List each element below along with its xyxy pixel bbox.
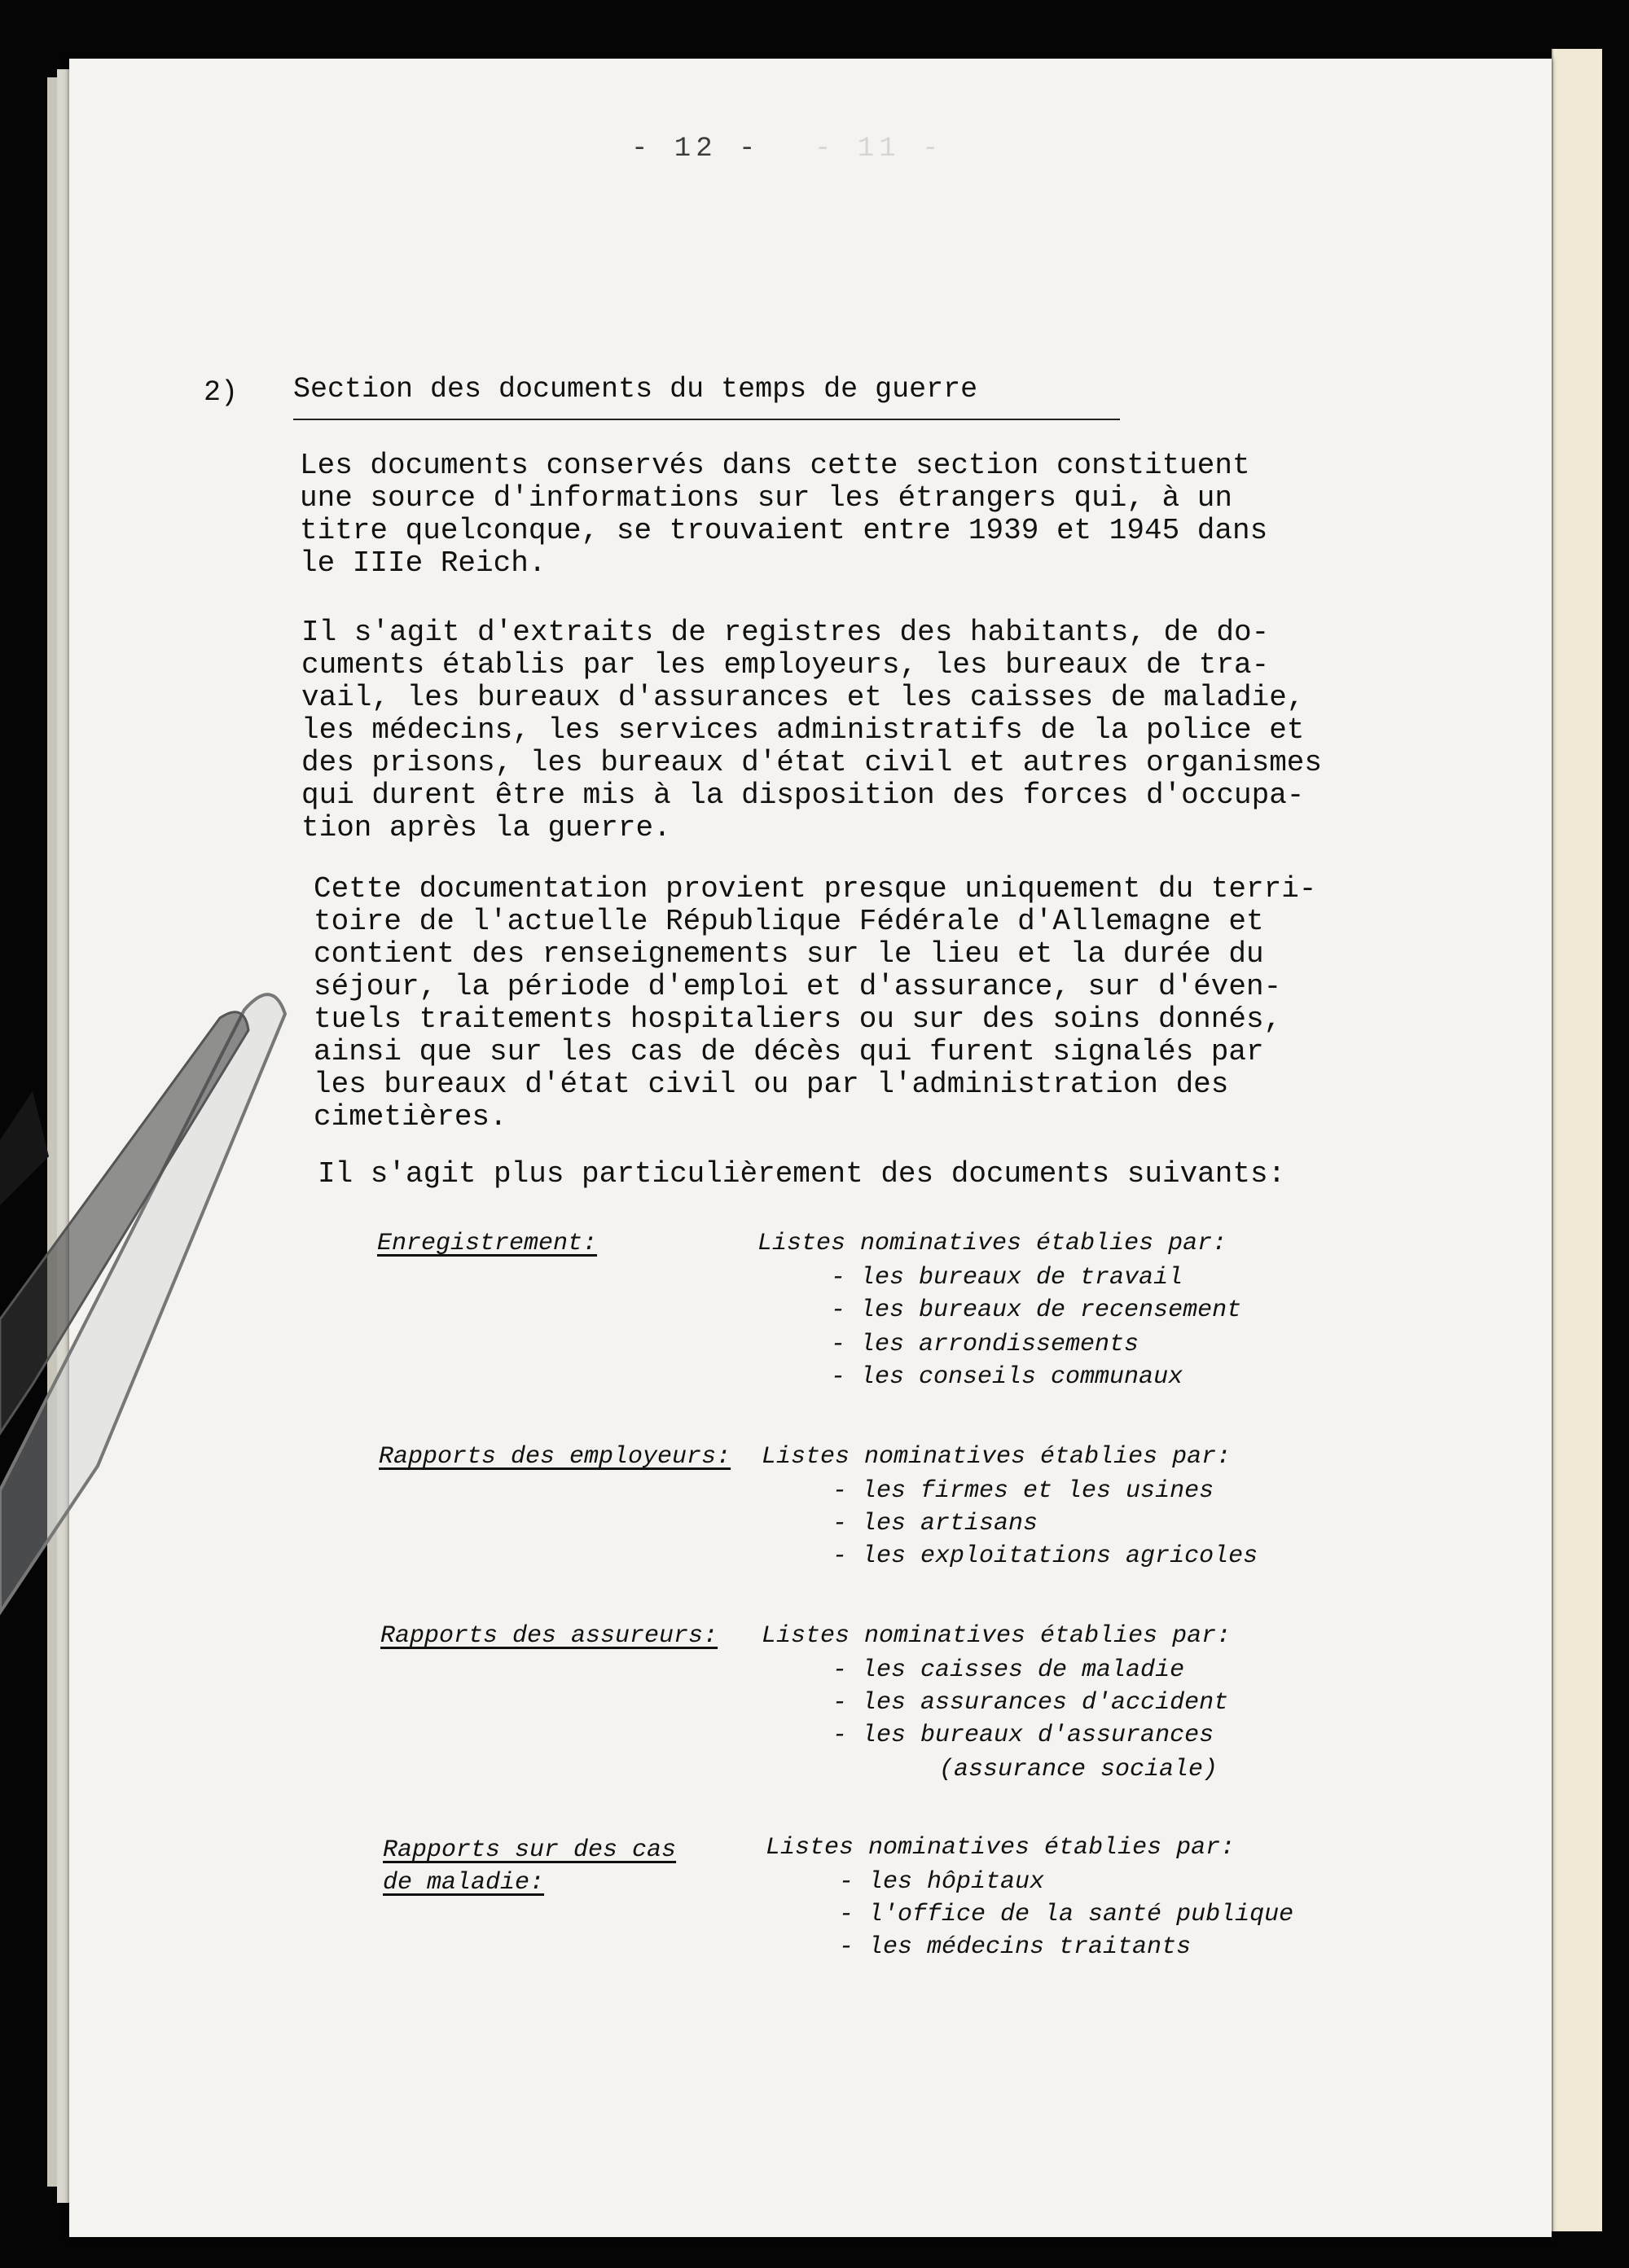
paragraph-line: vail, les bureaux d'assurances et les caisses de maladie, xyxy=(301,681,1305,714)
paragraph-line: Les documents conservés dans cette section constituent xyxy=(300,449,1250,482)
group-heading: Listes nominatives établies par: xyxy=(757,1230,1227,1257)
list-item: - les bureaux de recensement xyxy=(831,1296,1242,1324)
group-label-assureurs: Rapports des assureurs: xyxy=(380,1622,718,1650)
group-label-line: Rapports sur des cas xyxy=(383,1836,677,1864)
list-item: (assurance sociale) xyxy=(939,1756,1218,1783)
group-label-maladie xyxy=(383,1834,676,1899)
list-item: - les exploitations agricoles xyxy=(832,1542,1258,1570)
list-item: - les caisses de maladie xyxy=(832,1656,1185,1684)
paragraph-4 xyxy=(318,1158,1458,1191)
ghost-page-number: - 11 - xyxy=(814,134,944,165)
paragraph-line: Il s'agit d'extraits de registres des habitants, de do- xyxy=(301,616,1270,649)
paragraph-line: contient des renseignements sur le lieu et la durée du xyxy=(314,937,1264,971)
group-label-enregistrement: Enregistrement: xyxy=(377,1230,598,1257)
paragraph-line: une source d'informations sur les étrangers qui, à un xyxy=(300,481,1232,515)
group-heading: Listes nominatives établies par: xyxy=(766,1834,1236,1862)
paragraph-line: Il s'agit plus particulièrement des documents suivants: xyxy=(318,1157,1286,1191)
paragraph-line: les médecins, les services administratifs de la police et xyxy=(301,713,1305,747)
paragraph-2 xyxy=(301,616,1442,844)
list-item: - les assurances d'accident xyxy=(832,1689,1229,1717)
facing-page-edge xyxy=(1552,49,1602,2231)
paragraph-line: ainsi que sur les cas de décès qui furent signalés par xyxy=(314,1035,1264,1068)
document-page xyxy=(69,59,1552,2237)
list-item: - les bureaux de travail xyxy=(831,1264,1183,1292)
paragraph-line: le IIIe Reich. xyxy=(300,546,547,580)
list-item: - l'office de la santé publique xyxy=(839,1901,1294,1928)
section-title: Section des documents du temps de guerre xyxy=(293,373,978,406)
paragraph-line: des prisons, les bureaux d'état civil et autres organismes xyxy=(301,746,1323,779)
tweezer-shadow xyxy=(0,1091,49,1205)
paragraph-line: toire de l'actuelle République Fédérale d'Allemagne et xyxy=(314,905,1264,938)
section-number: 2) xyxy=(204,376,239,409)
paragraph-line: séjour, la période d'emploi et d'assurance, sur d'éven- xyxy=(314,970,1282,1003)
list-item: - les firmes et les usines xyxy=(832,1477,1214,1505)
list-item: - les artisans xyxy=(832,1510,1038,1538)
list-item: - les hôpitaux xyxy=(839,1868,1045,1896)
list-item: - les conseils communaux xyxy=(831,1363,1183,1391)
paragraph-line: les bureaux d'état civil ou par l'administration des xyxy=(314,1068,1229,1101)
group-label-employeurs: Rapports des employeurs: xyxy=(379,1443,731,1471)
paragraph-line: qui durent être mis à la disposition des forces d'occupa- xyxy=(301,779,1305,812)
section-title-underline xyxy=(293,419,1120,420)
paragraph-line: tion après la guerre. xyxy=(301,811,671,844)
page-number: - 12 - xyxy=(631,134,761,165)
bleed-through-text xyxy=(973,372,1413,406)
paragraph-3 xyxy=(314,873,1454,1134)
paragraph-line: titre quelconque, se trouvaient entre 1939 et 1945 dans xyxy=(300,514,1268,547)
group-heading: Listes nominatives établies par: xyxy=(762,1443,1232,1471)
paragraph-1 xyxy=(300,450,1440,580)
paragraph-line: tuels traitements hospitaliers ou sur des soins donnés, xyxy=(314,1002,1282,1036)
list-item: - les bureaux d'assurances xyxy=(832,1722,1214,1749)
list-item: - les arrondissements xyxy=(831,1331,1139,1358)
paragraph-line: cimetières. xyxy=(314,1100,507,1134)
paragraph-line: Cette documentation provient presque uniquement du terri- xyxy=(314,872,1317,906)
group-label-line: de maladie: xyxy=(383,1869,545,1897)
list-item: - les médecins traitants xyxy=(839,1933,1192,1961)
paragraph-line: cuments établis par les employeurs, les bureaux de tra- xyxy=(301,648,1270,682)
group-heading: Listes nominatives établies par: xyxy=(762,1622,1232,1650)
